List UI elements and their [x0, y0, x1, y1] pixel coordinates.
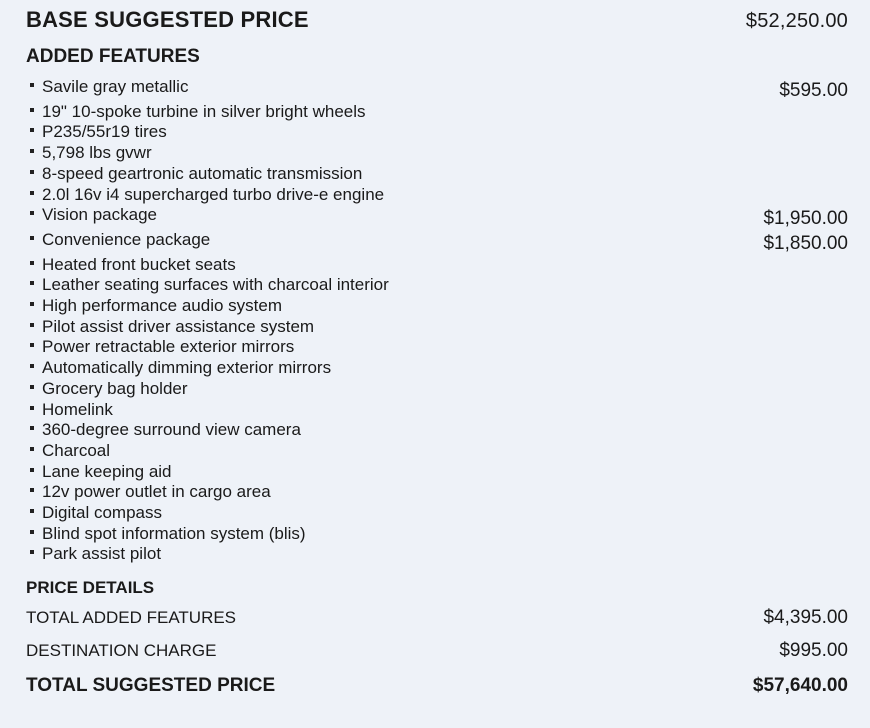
base-price-value: $52,250.00 [745, 10, 848, 32]
feature-label: Pilot assist driver assistance system [42, 316, 315, 336]
feature-label-wrap [30, 482, 271, 503]
total-added-features-row [26, 607, 848, 629]
feature-item [30, 255, 848, 276]
feature-label: 19" 10-spoke turbine in silver bright wheels [42, 101, 366, 121]
feature-label-wrap [30, 275, 389, 296]
bullet-icon [30, 550, 34, 554]
feature-item [30, 275, 848, 296]
bullet-icon [30, 488, 34, 492]
price-details-title: PRICE DETAILS [26, 578, 155, 597]
bullet-icon [30, 447, 34, 451]
feature-label-wrap [30, 205, 157, 226]
feature-label-wrap [30, 77, 188, 98]
feature-label: Automatically dimming exterior mirrors [42, 358, 332, 378]
feature-price: $1,950.00 [763, 208, 848, 230]
feature-label-wrap [30, 164, 362, 185]
feature-item [30, 462, 848, 483]
feature-label: Heated front bucket seats [42, 254, 236, 274]
destination-charge-value: $995.00 [779, 640, 848, 661]
feature-price: $595.00 [779, 80, 848, 101]
feature-label-wrap [30, 358, 331, 379]
feature-item [30, 337, 848, 358]
bullet-icon [30, 385, 34, 389]
bullet-icon [30, 108, 34, 112]
feature-label-wrap [30, 122, 167, 143]
feature-label: High performance audio system [42, 296, 283, 316]
feature-item [30, 441, 848, 462]
feature-label-wrap [30, 379, 188, 400]
feature-label-wrap [30, 400, 113, 421]
bullet-icon [30, 170, 34, 174]
feature-label-wrap [30, 185, 384, 206]
feature-label-wrap [30, 462, 172, 483]
bullet-icon [30, 509, 34, 513]
feature-item [30, 503, 848, 524]
added-features-list [30, 77, 848, 565]
feature-label-wrap [30, 296, 282, 317]
feature-item [30, 544, 848, 565]
feature-label: Grocery bag holder [42, 378, 188, 398]
feature-label-wrap [30, 230, 210, 251]
base-price-label: BASE SUGGESTED PRICE [26, 7, 309, 32]
feature-item [30, 77, 848, 102]
feature-label: Vision package [42, 205, 157, 225]
feature-label: Savile gray metallic [42, 77, 189, 96]
feature-item [30, 524, 848, 545]
bullet-icon [30, 302, 34, 306]
feature-label: P235/55r19 tires [42, 122, 167, 142]
feature-label: 360-degree surround view camera [42, 420, 301, 440]
total-added-features-label: TOTAL ADDED FEATURES [26, 608, 237, 627]
bullet-icon [30, 149, 34, 153]
feature-label-wrap [30, 255, 236, 276]
feature-label: Homelink [42, 399, 113, 419]
bullet-icon [30, 468, 34, 472]
feature-label: Park assist pilot [42, 544, 162, 564]
feature-label-wrap [30, 143, 152, 164]
feature-item [30, 358, 848, 379]
feature-item [30, 205, 848, 230]
bullet-icon [30, 406, 34, 410]
feature-item [30, 379, 848, 400]
feature-label: 2.0l 16v i4 supercharged turbo drive-e engine [42, 184, 385, 204]
total-suggested-price-row [26, 675, 848, 697]
total-added-features-value: $4,395.00 [763, 607, 848, 628]
total-suggested-price-label: TOTAL SUGGESTED PRICE [26, 675, 276, 696]
feature-item [30, 122, 848, 143]
bullet-icon [30, 343, 34, 347]
feature-label: Lane keeping aid [42, 461, 172, 481]
feature-label: Leather seating surfaces with charcoal interior [42, 275, 389, 295]
feature-item [30, 185, 848, 206]
bullet-icon [30, 261, 34, 265]
feature-label: Charcoal [42, 440, 111, 460]
destination-charge-row [26, 640, 848, 662]
feature-label-wrap [30, 420, 301, 441]
feature-price: $1,850.00 [763, 232, 848, 254]
feature-item [30, 482, 848, 503]
feature-label-wrap [30, 524, 306, 545]
bullet-icon [30, 83, 34, 87]
feature-item [30, 420, 848, 441]
bullet-icon [30, 211, 34, 215]
bullet-icon [30, 426, 34, 430]
feature-label: 5,798 lbs gvwr [42, 143, 152, 163]
feature-item [30, 143, 848, 164]
feature-label: 12v power outlet in cargo area [42, 482, 271, 502]
feature-label-wrap [30, 441, 110, 462]
feature-label-wrap [30, 544, 161, 565]
bullet-icon [30, 364, 34, 368]
bullet-icon [30, 323, 34, 327]
bullet-icon [30, 281, 34, 285]
total-suggested-price-value: $57,640.00 [752, 675, 848, 696]
feature-item [30, 400, 848, 421]
bullet-icon [30, 530, 34, 534]
feature-item [30, 164, 848, 185]
added-features-title: ADDED FEATURES [26, 46, 200, 67]
destination-charge-label: DESTINATION CHARGE [26, 641, 217, 660]
feature-label-wrap [30, 102, 366, 123]
feature-label-wrap [30, 317, 314, 338]
feature-label: Digital compass [42, 503, 162, 523]
base-price-row [26, 7, 848, 33]
feature-item [30, 317, 848, 338]
bullet-icon [30, 128, 34, 132]
feature-label-wrap [30, 503, 162, 524]
feature-item [30, 296, 848, 317]
feature-item [30, 102, 848, 123]
feature-label: Blind spot information system (blis) [42, 523, 306, 543]
feature-label: Power retractable exterior mirrors [42, 337, 295, 357]
bullet-icon [30, 236, 34, 240]
feature-item [30, 230, 848, 255]
feature-label: 8-speed geartronic automatic transmission [42, 163, 363, 183]
feature-label: Convenience package [42, 229, 211, 249]
feature-label-wrap [30, 337, 294, 358]
bullet-icon [30, 191, 34, 195]
